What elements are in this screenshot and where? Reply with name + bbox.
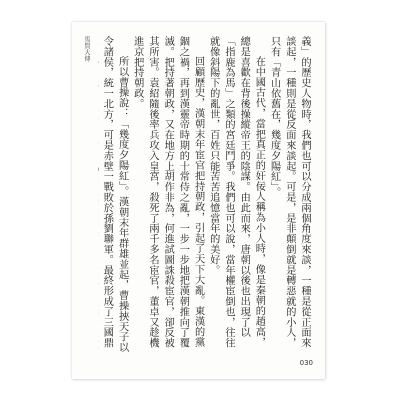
paragraph: 所以曹操說：「幾度夕陽紅」。漢朝末年群雄並起，曹操挾天子以令諸侯，統一北方，可是赤壁一戰敗於孫劉聯軍。最終形成了三國鼎 — [101, 36, 128, 353]
paragraph: 回顧歷史，漢朝末年宦官把持朝政，引起了天下大亂。東漢的黨錮之禍，再到漢靈帝時期的十常侍之亂，一步一步地把漢朝推向了覆滅。把持著朝政，又在地方上胡作非為，何進試圖誅殺宦官，卻反被其所害。袁紹隨後率兵攻入皇宮，殺死了兩千多名宦官，董卓又趁機進京把持朝政。 — [131, 36, 204, 348]
vertical-text-body — [98, 36, 312, 356]
page-number: 030 — [299, 359, 313, 367]
running-head: 馬賢大傳 — [83, 36, 90, 62]
paragraph: 義」的歷史人物時，我們也可以分成兩個角度來談，一種是從正面來談起，一種則是從反面來談起。可是，是非顛倒就是轉惡就的小人，只有「青山依舊在，幾度夕陽紅」。 — [268, 36, 310, 348]
book-page — [72, 22, 325, 379]
paragraph: 在中國古代，當把真正的奸佞人稱為小人時，像是秦朝的趙高，總是喜歡在背後操縱帝王的陰謀。由此而來，唐朝以後也出現了以「指鹿為馬」之類的宮廷鬥爭。我們也可以說，當年權宦倒也，往往就像斜陽下的亂世，百姓只能苦苦追憶當年的美好。 — [207, 36, 265, 348]
